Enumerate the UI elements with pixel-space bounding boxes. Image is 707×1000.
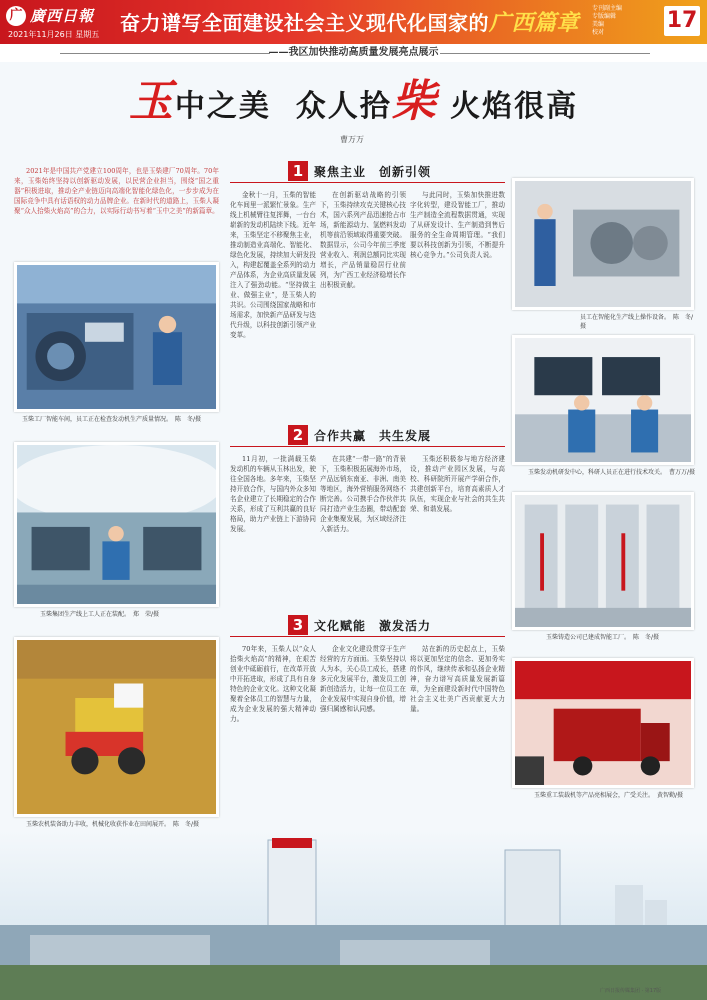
byline: 曹万万: [340, 135, 364, 144]
photo-production-image: [515, 181, 691, 307]
photo-assembly-image: [17, 445, 216, 604]
photo-smart-factory: [512, 492, 694, 630]
headline-part: 火焰很高: [450, 89, 579, 124]
section-3-heading: [288, 614, 431, 636]
divider: [230, 446, 505, 447]
divider: [230, 182, 505, 183]
article-column: 金秋十一月，玉柴的智能化车间里一派繁忙景象。生产线上机械臂往复挥舞，一台台崭新的发动机陆续下线。近年来，玉柴坚定不移聚焦主业，推动制造业高端化、智能化、绿色化发展，持续加大研发投入，构建起覆盖全系列的动力产品体系，为企业高质量发展注入了强劲动能。“坚持做主业、做强主业”，是玉柴人的共识。公司围绕国家战略和市场需求，加快新产品研发与迭代升级，以科技创新引领产业变革。: [230, 191, 316, 339]
headline-big-char: 柴: [391, 76, 438, 127]
photo-assembly-line: [14, 442, 219, 607]
editor-credits: [592, 5, 654, 37]
photo-caption: 员工在智能化生产线上操作设备。 陈 冬/摄: [580, 314, 694, 330]
section-title: 合作共赢 共生发展: [314, 428, 432, 443]
photo-harvester: [14, 637, 219, 817]
photo-rd-center: [512, 335, 694, 465]
intro-paragraph: 2021年是中国共产党建立100周年，也是玉柴建厂70周年。70年来，玉柴始终坚持以创新驱动发展，以民营企业担当，围绕“国之重器”积极进取，推动全产业链迈向高端化智能化绿色化，一步步成为在国际竞争中具有话语权的动力品牌企业。在新时代的道路上，玉柴人凝聚“众人拾柴火焰高”的合力，以实际行动书写着“玉中之美”的新篇章。: [14, 167, 219, 215]
photo-caption: 玉柴重工装载机等产品亮相展会，广受关注。 黄智勤/摄: [534, 792, 684, 799]
section-1-heading: [288, 160, 431, 182]
section-2-heading: [288, 424, 431, 446]
headline-part: 众人拾: [295, 89, 392, 124]
section-number: 3: [288, 615, 308, 635]
photo-city-image: [0, 830, 707, 1000]
photo-city-panorama: [0, 830, 707, 1000]
article-column: 11月初，一批满载玉柴发动机的车辆从玉林出发，驶往全国各地。多年来，玉柴坚持开放合作，与国内外众多知名企业建立了长期稳定的合作关系，形成了互利共赢的良好格局，助力产业链上下游协同发展。: [230, 455, 316, 533]
credit-line: 专刊副主编: [592, 5, 623, 12]
page-banner: [120, 6, 579, 37]
article-column: 企业文化建设贯穿于生产经营的方方面面。玉柴坚持以人为本，关心员工成长，搭建多元化发展平台，激发员工创新创造活力，让每一位员工在企业发展中实现自身价值，增强归属感和认同感。: [320, 645, 406, 713]
banner-highlight: 广西篇章: [489, 11, 580, 36]
page-number: 17: [664, 6, 700, 36]
footer-note: 广西日报传媒集团 · 第17版: [600, 988, 662, 994]
photo-engine-image: [17, 265, 216, 409]
photo-caption: 玉柴发动机研发中心，科研人员正在进行技术攻关。 曹万万/摄: [528, 469, 696, 476]
credit-line: 校对: [592, 29, 605, 36]
article-column: 玉柴还积极参与地方经济建设，推动产业园区发展，与高校、科研院所开展产学研合作，共建创新平台，培育高素质人才队伍，实现企业与社会的共生共荣、和谐发展。: [410, 455, 505, 513]
credit-line: 美编: [592, 21, 605, 28]
headline-part: 中之美: [174, 89, 271, 124]
paper-name: 廣西日報: [30, 7, 95, 25]
photo-engine-worker: [14, 262, 219, 412]
banner-prefix: 奋力谱写全面建设社会主义现代化国家的: [120, 11, 489, 35]
section-title: 聚焦主业 创新引领: [314, 164, 432, 179]
photo-harvester-image: [17, 640, 216, 814]
photo-factory-image: [515, 495, 691, 627]
article-column: 70年来，玉柴人以“众人拾柴火焰高”的精神，在艰苦创业中砥砺前行，在改革开放中开拓进取，形成了具有自身特色的企业文化。这种文化凝聚着全体员工的智慧与力量，成为企业发展的强大精神动力。: [230, 645, 316, 723]
photo-rd-image: [515, 338, 691, 462]
headline: [0, 72, 707, 132]
photo-exhibition-image: [515, 661, 691, 785]
photo-production-line: [512, 178, 694, 310]
page-subtitle: ——我区加快推动高质量发展亮点展示: [268, 47, 439, 58]
paper-logo-icon: 广: [6, 6, 26, 26]
article-column: 在创新驱动战略的引领下，玉柴持续攻克关键核心技术，国六系列产品迅速抢占市场，新能源动力、氢燃料发动机等前沿领域取得重要突破。数据显示，公司今年前三季度营业收入、利润总额同比实现增长，产品销量稳居行业前列，为广西工业经济稳增长作出积极贡献。: [320, 191, 406, 289]
article-column: 站在新的历史起点上，玉柴将以更加坚定的信念、更加务实的作风，继续传承和弘扬企业精神，奋力谱写高质量发展新篇章，为全面建设新时代中国特色社会主义壮美广西贡献更大力量。: [410, 645, 505, 713]
section-number: 2: [288, 425, 308, 445]
divider: [230, 636, 505, 637]
edition-date: 2021年11月26日 星期五: [8, 30, 100, 39]
photo-caption: 玉柴集团生产线上工人正在装配。 郑 荣/摄: [40, 611, 160, 618]
section-number: 1: [288, 161, 308, 181]
photo-caption: 玉柴农机装备助力丰收，机械化收获作业在田间展开。 陈 冬/摄: [26, 821, 200, 828]
photo-exhibition: [512, 658, 694, 788]
credit-line: 专版编辑: [592, 13, 617, 20]
article-column: 与此同时，玉柴加快推进数字化转型，建设智能工厂，推动生产制造全流程数据贯通，实现了从研发设计、生产制造到售后服务的全生命周期管理。“我们要以科技创新为引领，不断提升核心竞争力。”公司负责人说。: [410, 191, 505, 259]
photo-caption: 玉柴工厂智能车间，员工正在检查发动机生产质量情况。 陈 冬/摄: [22, 416, 202, 423]
photo-caption: 玉柴铸造公司已建成智能工厂。 陈 冬/摄: [546, 634, 660, 641]
headline-text: [0, 72, 707, 137]
headline-big-char: 玉: [128, 76, 175, 127]
article-column: 在共建“一带一路”的背景下，玉柴积极拓展海外市场，产品远销东南亚、非洲、南美等地区，海外营销服务网络不断完善。公司携手合作伙伴共同打造产业生态圈，带动配套企业集聚发展，为区域经济注入新活力。: [320, 455, 406, 533]
section-title: 文化赋能 激发活力: [314, 618, 432, 633]
